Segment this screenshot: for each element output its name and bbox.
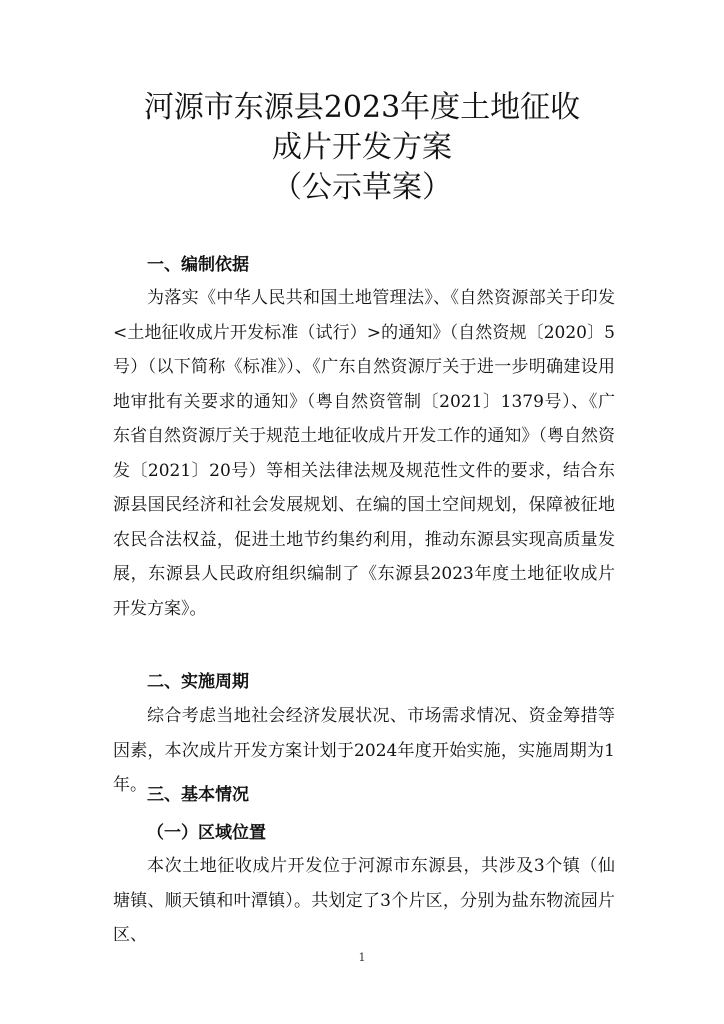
section-1-paragraph: 为落实《中华人民共和国土地管理法》、《自然资源部关于印发<土地征收成片开发标准（试行）>的通知》（自然资规〔2020〕5号）（以下简称《标准》）、《广东自然资源厅关于进一步明确建设用地审批有关要求的通知》（粤自然资管制〔2021〕1379号）、《广东省自然资源厅关于规范土地征收成片开发工作的通知》（粤自然资发〔2021〕20号）等相关法律法规及规范性文件的要求，结合东源县国民经济和社会发展规划、在编的国土空间规划，保障被征地农民合法权益，促进土地节约集约利用，推动东源县实现高质量发展，东源县人民政府组织编制了《东源县2023年度土地征收成片开发方案》。	[113, 288, 615, 619]
section-1-heading: 一、编制依据	[147, 255, 249, 275]
page-number: 1	[358, 951, 366, 964]
title-line-1: 河源市东源县2023年度土地征收	[143, 90, 581, 125]
section-2-paragraph: 综合考虑当地社会经济发展状况、市场需求情况、资金筹措等因素，本次成片开发方案计划于2024年度开始实施，实施周期为1年。	[113, 706, 615, 795]
section-3-subheading: （一）区域位置	[147, 823, 266, 843]
title-line-3: （公示草案）	[272, 170, 452, 205]
title-line-2: 成片开发方案	[272, 130, 452, 165]
section-3-heading: 三、基本情况	[147, 785, 249, 805]
section-2-heading: 二、实施周期	[147, 672, 249, 692]
section-3-paragraph: 本次土地征收成片开发位于河源市东源县，共涉及3个镇（仙塘镇、顺天镇和叶潭镇）。共划定了3个片区，分别为盐东物流园片区、	[113, 856, 615, 945]
